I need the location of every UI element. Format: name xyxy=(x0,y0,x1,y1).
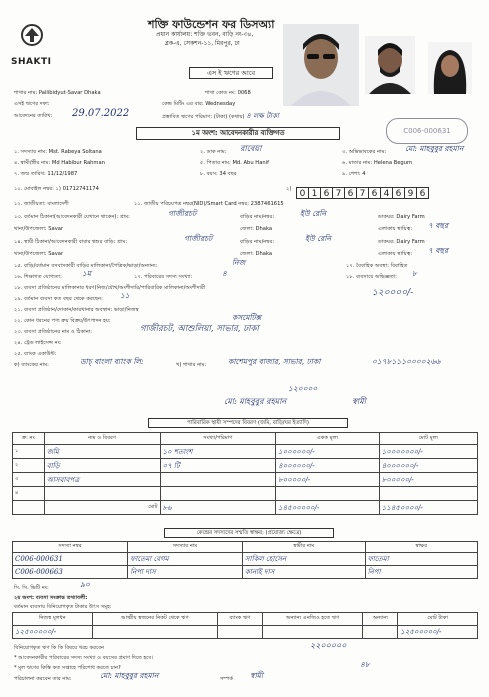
relation-final-label: সম্পর্ক xyxy=(220,676,234,682)
permanent-stay-value: ৭ বছর xyxy=(428,246,449,255)
header-relative-loan: আত্মীয় স্বজনের নিকট থেকে ঋণ xyxy=(92,613,218,626)
amount-written: ২২০০০০০ xyxy=(310,641,347,650)
bank-name-value: ডাচ্ বাংলা ব্যাংক লি: xyxy=(80,357,144,366)
cell: ১ xyxy=(13,445,45,459)
education-value: ১ম xyxy=(82,269,92,278)
center-section-box xyxy=(164,528,334,538)
note-3: * মূল ঋণের কিস্তি কত সপ্তাহে পরিশোধ করতে চান? xyxy=(14,665,121,671)
present-house-value: ইউ রেনি xyxy=(300,209,326,218)
cell: ১২৫০০০০০/- xyxy=(13,626,93,639)
present-address-label: ১৩. বর্তমান ঠিকানা(আবেদনকারী যেখানে থাকেন): গ্রাম: xyxy=(14,214,130,220)
cell: ১২৫০০০০০/- xyxy=(398,626,478,639)
cell xyxy=(363,626,398,639)
business-years-value: ১১ xyxy=(120,291,130,300)
cell: ১০০০০০০/- xyxy=(276,445,380,459)
business-info-label: ২য় অংশ: ব্যবসা সংক্রান্ত তথ্যাবলী: xyxy=(14,595,88,601)
trade-license: ২৪. ট্রেড লাইসেন্স নং: xyxy=(14,340,62,346)
investment-sources-table xyxy=(12,612,478,639)
nickname-label: ২. ডাক নাম: xyxy=(200,149,227,155)
permanent-post: ডাকঘর: Dairy Farm xyxy=(378,239,425,245)
bank-account-label: ২৫. ব্যাংক একাউন্ট: xyxy=(14,351,57,357)
application-date-value: 29.07.2022 xyxy=(72,108,130,119)
digit: 6 xyxy=(416,187,429,199)
education-label: ১৬. শিক্ষাগত যোগ্যতা: xyxy=(14,274,62,280)
marital-status: ১৭. বৈবাহিক অবস্থা: বিবাহিত xyxy=(346,263,408,269)
total-row xyxy=(13,501,478,515)
permanent-thana: থানা/উপজেলা: Savar xyxy=(14,251,64,257)
assets-table xyxy=(12,432,478,515)
birth-date: ৭. জন্ম তারিখ: 11/12/1987 xyxy=(14,171,78,177)
cell: নিপা xyxy=(365,566,477,579)
cell: সাকিল হোসেন xyxy=(242,553,365,566)
cell: ৪০০০০০০/- xyxy=(379,459,477,473)
cell: ফাতেমা বেগম xyxy=(128,553,243,566)
product-value: কসমেটিক্স xyxy=(232,313,262,322)
total-label: মোট xyxy=(44,501,160,515)
cell xyxy=(160,487,276,501)
branch-value: কাশেমপুর বাজার, সাভার, ঢাকা xyxy=(228,357,321,366)
nid-number: ১১. জাতীয় পরিচয়পত্র নম্বর(NID)/Smart Card নম্বর: 2387461615 xyxy=(134,201,284,207)
section1-title: ১ম অংশ: আবেদনকারীর ব্যক্তিগত xyxy=(191,129,285,137)
guardian-value: মো: মাহবুবুর রহমান xyxy=(405,144,464,153)
cell: বাড়ি xyxy=(44,459,160,473)
branch-code xyxy=(205,90,251,96)
cell: ৩ xyxy=(13,473,45,487)
member-stamp xyxy=(386,118,468,144)
branch-name-label: শাখার নাম: xyxy=(14,90,38,96)
family-assets-box xyxy=(148,418,348,428)
header-unit-price: একক মূল্য xyxy=(276,433,380,445)
cell: ১০ শতাংশ xyxy=(160,445,276,459)
person-silhouette-icon xyxy=(283,24,359,106)
present-post: ডাকঘর: Dairy Farm xyxy=(378,214,425,220)
product-type: ২২. কোন ধরনের পণ্য ক্রয় বিক্রয়/উৎপাদন হয়: xyxy=(14,318,111,324)
cell: ৪০০০০০০/- xyxy=(276,459,380,473)
sources-header-row xyxy=(13,613,478,626)
application-date-label: আবেদনের তারিখ: xyxy=(14,113,53,119)
nominee-photo xyxy=(428,42,472,94)
assets-header-row xyxy=(13,433,478,445)
present-stay-label: এলাকায় স্থায়িত্ব: xyxy=(378,226,413,232)
total-count: ৮৬ xyxy=(160,501,276,515)
spouse-name: ৪. স্বামী/স্ত্রীর নাম: Md Habibur Rahman xyxy=(14,160,105,166)
experience-value: ৮ xyxy=(412,269,417,278)
cell xyxy=(276,487,380,501)
center-meeting-label: কেন্দ্র মিটিং এর বার: xyxy=(162,101,204,107)
loan-phase xyxy=(14,101,50,107)
cell: C006-000631 xyxy=(13,553,128,566)
nickname-value: রাবেয়া xyxy=(240,144,262,153)
father-name: ৫. পিতার নাম: Md. Abu Hanif xyxy=(200,160,269,166)
occupation: ৯. পেশা: 4 xyxy=(342,171,366,177)
header-quantity: সংখ্যা/পরিমাণ xyxy=(160,433,276,445)
header-total-price: মোট মূল্য xyxy=(379,433,477,445)
digit: 7 xyxy=(356,187,369,199)
cell: আসবাবপত্র xyxy=(44,473,160,487)
total-unit: ১৪৫০০০০০/- xyxy=(276,501,380,515)
permanent-village: গাজীরচট xyxy=(184,234,213,243)
permanent-house-value: ইউ রেনি xyxy=(305,234,331,243)
loan-box-text: এস ই ঋণের আবে xyxy=(206,69,256,77)
shakti-logo xyxy=(12,22,52,56)
header-member-name: সদস্যার নাম xyxy=(128,542,243,553)
business-value: ১২০০০০ xyxy=(288,384,318,393)
guarantor-name: মো: মাহবুবুর রহমান xyxy=(224,397,287,406)
age: ৮. বয়স: 34 বছর xyxy=(200,171,237,177)
present-thana: থানা/উপজেলা: Savar xyxy=(14,226,64,232)
cell xyxy=(218,626,263,639)
header-bank-loan: ব্যাংক ঋণ xyxy=(218,613,263,626)
table-row xyxy=(13,473,478,487)
digit: 6 xyxy=(392,187,405,199)
guarantor-relation: স্বামী xyxy=(352,397,366,406)
cell xyxy=(44,487,160,501)
note-2: * আবেদনকারীর পরিবারের সদস্য সংখ্যা ও বয়সের প্রমাণ দিতে হবে। xyxy=(14,655,154,661)
business-years-label: ১৯. বর্তমান ব্যবসা কত বছর থেকে করছেন: xyxy=(14,296,103,302)
logo-mark-icon xyxy=(12,22,52,56)
permanent-house-label: বাড়ির নাম/নম্বর: xyxy=(240,239,275,245)
table-row xyxy=(13,626,478,639)
cell: কানাই দাস xyxy=(242,566,365,579)
business-name-address: ২৩. ব্যবসা প্রতিষ্ঠানের নাম ও ঠিকানা: xyxy=(14,329,93,335)
bank-name-label: ক) ব্যাংকের নাম: xyxy=(14,362,49,368)
members-table xyxy=(12,541,478,579)
permanent-district: জেলা: Dhaka xyxy=(240,251,273,257)
header-serial: ক্র: নং xyxy=(13,433,45,445)
org-title: শক্তি ফাউন্ডেশন ফর ডিসঅ্যা xyxy=(148,18,275,31)
mobile-2-digits xyxy=(296,181,428,200)
applicant-photo xyxy=(283,24,359,106)
header-member-no: সদস্যা নম্বর xyxy=(13,542,128,553)
digit: 6 xyxy=(368,187,381,199)
total-value: ১১৪৫০০০০/- xyxy=(379,501,477,515)
loan-phase-label: এসই ঋণের দফা: xyxy=(14,101,50,107)
digit: 4 xyxy=(380,187,393,199)
header-own-capital: নিজস্ব মূলধন xyxy=(13,613,93,626)
present-house-label: বাড়ির নাম/নম্বর: xyxy=(240,214,275,220)
applicant-name: ১. সদস্যার নাম: Mst. Rabeya Soltana xyxy=(14,149,102,155)
note-1: বিনিয়োগকৃত ঋণ কি কি বিষয়ে খরচ করবেন xyxy=(14,645,105,651)
cell: ০৭ টি xyxy=(160,459,276,473)
digit: 7 xyxy=(332,187,345,199)
branch-code-label: শাখা কোড নং: xyxy=(205,90,236,96)
center-meeting xyxy=(162,101,235,107)
branch-name xyxy=(14,90,101,96)
members-count-value: ৪ xyxy=(222,269,227,278)
family-assets-title: পারিবারিক স্থায়ী সম্পদের বিবরণ (জমি, বাড়ি/ঘর ইত্যাদি) xyxy=(187,420,309,426)
house-ownership: ১৫. বাড়ি/বর্তমান বসবাসকারী বাড়ির মালিকানা/পৈত্রিক/ভাড়া/অন্যান্য: xyxy=(14,263,158,269)
center-section-title: কেন্দ্রের সদস্যদের সম্মতি স্বাক্ষর: (প্রযোজ্য ক্ষেত্রে) xyxy=(196,530,302,536)
header-other: অন্যান্য xyxy=(363,613,398,626)
guardian-final-label: পরিচালনা করবেন তার নাম: xyxy=(14,676,72,682)
proposed-amount-value: ৪ লক্ষ টাকা xyxy=(246,112,279,120)
digit: 6 xyxy=(320,187,333,199)
section1-title-box xyxy=(136,127,340,140)
table-row xyxy=(13,566,478,579)
spouse-photo xyxy=(365,36,415,94)
members-header-row xyxy=(13,542,478,553)
members-count-label: ১৭. পরিবারের সদস্য সংখ্যা: xyxy=(134,274,193,280)
person-silhouette-icon xyxy=(365,36,415,94)
permanent-address-label: ১৪. স্থায়ী ঠিকানা/আবেদনকারী বাবার শ্বশুর বাড়ি: গ্রাম: xyxy=(14,239,128,245)
header-husband-name: স্বামীর নাম xyxy=(242,542,365,553)
cell: নিপা দাস xyxy=(128,566,243,579)
mobile-1: ১০. মোবাইল নম্বর: ১) 01712741174 xyxy=(14,186,99,192)
business-address-value: গাজীরচট, আশুলিয়া, সাভার, ঢাকা xyxy=(140,324,259,334)
cell xyxy=(13,501,45,515)
header-description: নাম ও বিবরণ xyxy=(44,433,160,445)
cell: ৪ xyxy=(13,487,45,501)
logo-text: SHAKTI xyxy=(11,57,52,67)
mobile-2-label: ২) xyxy=(286,186,292,192)
table-row xyxy=(13,459,478,473)
cell: ১০০০০০০০/- xyxy=(379,445,477,459)
proposed-amount xyxy=(162,113,279,120)
cell: C006-000663 xyxy=(13,566,128,579)
header-total: মোট টাকা xyxy=(398,613,478,626)
cell: ফাতেমা xyxy=(365,553,477,566)
present-stay-value: ৭ বছর xyxy=(428,221,449,230)
header-ngo-loan: অন্যান্য এনজিও হতে ঋণ xyxy=(262,613,363,626)
address-line-1: প্রধান কার্যালয়: শক্তি ভবন, বাড়ি নং-৩৪, xyxy=(156,31,254,38)
income-value: ১২০০০০/- xyxy=(372,288,414,298)
guardian-label: ৩. অভিভাবকের নাম: xyxy=(342,149,387,155)
digit: 0 xyxy=(296,187,309,199)
digit: 9 xyxy=(404,187,417,199)
table-row xyxy=(13,553,478,566)
branch-code-value: 0068 xyxy=(237,90,251,96)
relation-final-value: স্বামী xyxy=(250,671,264,680)
mother-name: ৬. মাতার নাম: Helena Begum xyxy=(342,160,413,166)
member-stamp-text: C006-000631 xyxy=(403,127,451,135)
cell xyxy=(379,487,477,501)
header-signature: স্বাক্ষর xyxy=(365,542,477,553)
ci-label: সি. সি. ভিটি নং: xyxy=(14,585,49,591)
business-location: ২১. ব্যবসা প্রতিষ্ঠান/দোকান/কারখানার অবস্থান: ভাড়া/নিজস্ব xyxy=(14,307,139,313)
person-silhouette-icon xyxy=(428,42,472,94)
center-meeting-value: Wednesday xyxy=(205,101,236,107)
digit: 6 xyxy=(344,187,357,199)
ci-value: ৯০ xyxy=(80,580,90,589)
investment-label: বর্তমান ব্যবসায় বিনিয়োগকৃত টাকার উৎস সমূহ: xyxy=(14,604,112,610)
application-date xyxy=(14,113,52,119)
permanent-stay-label: এলাকায় স্থায়িত্ব: xyxy=(378,251,413,257)
guardian-final-value: মো: মাহবুবুর রহমান xyxy=(100,671,159,680)
account-number: ০১৭৮১১১০০০০২৬৬ xyxy=(372,357,441,366)
present-district: জেলা: Dhaka xyxy=(240,226,273,232)
branch-label: খ) শাখার নাম: xyxy=(176,362,207,368)
table-row xyxy=(13,487,478,501)
house-ownership-value: নিজ xyxy=(232,258,246,267)
loan-box xyxy=(189,67,273,79)
cell: ২ xyxy=(13,459,45,473)
proposed-amount-label: প্রস্তাবিত ঋণের পরিমাণ: (টাকা) (কথায়) xyxy=(162,114,245,120)
experience-label: ১৮. ব্যবসায়ে অভিজ্ঞতা: xyxy=(346,274,397,280)
address-line-2: ব্লক-এ, সেকশন-১১, মিরপুর, ঢা xyxy=(165,40,240,47)
cell xyxy=(262,626,363,639)
table-row xyxy=(13,445,478,459)
nationality: ১২. জাতীয়তা: বাংলাদেশী xyxy=(14,201,69,207)
weeks-value: ৪৮ xyxy=(360,660,370,669)
cell: জমি xyxy=(44,445,160,459)
branch-name-value: Pallibidyut-Savar Dhaka xyxy=(38,90,101,96)
present-village: গাজীরচট xyxy=(168,209,197,218)
ownership-type: ১৮. ব্যবসা প্রতিষ্ঠানের মালিকানার ধরণ(নিজ/যৌথ/অংশীদারি/পারিবারিক মালিকানা/অংশীদারী xyxy=(14,285,206,291)
digit: 1 xyxy=(308,187,321,199)
cell xyxy=(160,473,276,487)
cell: ৮০০০০০/- xyxy=(379,473,477,487)
cell xyxy=(92,626,218,639)
cell: ৮০০০০০/- xyxy=(276,473,380,487)
